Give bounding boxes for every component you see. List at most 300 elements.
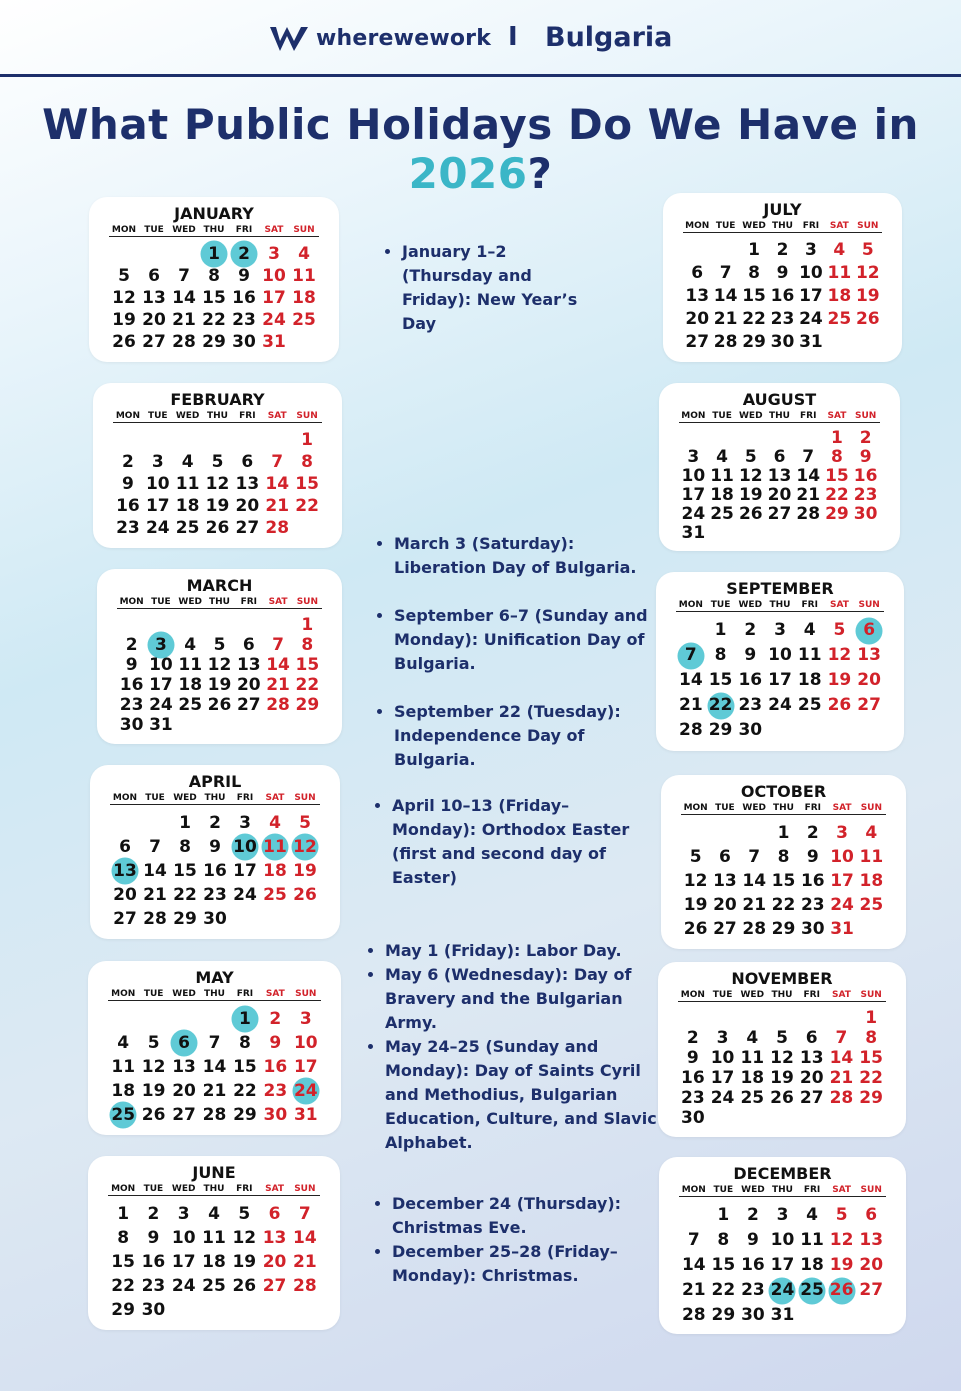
calendar-day: 22 [233,1081,257,1101]
weekday-label: SAT [832,1185,852,1195]
day-grid [109,243,319,353]
calendar-day: 25 [175,518,200,538]
weekday-label: SAT [265,793,285,803]
calendar-day: 6 [773,447,786,467]
weekday-label: THU [772,1185,793,1195]
calendar-day: 30 [681,1108,705,1128]
calendar-day: 7 [208,1033,221,1053]
calendar-day: 26 [141,1105,166,1125]
calendar-day: 4 [298,244,310,264]
calendar-day: 8 [301,452,313,472]
empty-cell [736,429,765,448]
calendar-day: 16 [800,871,825,891]
weekday-label: THU [203,225,225,235]
holiday-day: 6 [169,1031,199,1055]
calendar-day: 2 [859,428,872,448]
holiday-day: 1 [230,1007,260,1031]
calendar-day: 19 [738,485,763,505]
calendar-day: 22 [111,1276,135,1296]
day-grid [678,1008,886,1128]
weekday-label: TUE [143,989,164,999]
calendar-day: 24 [799,309,823,329]
calendar-day: 17 [768,670,792,690]
calendar-day: 28 [713,332,738,352]
weekday-label: SAT [267,411,287,421]
month-name: APRIL [188,772,242,791]
weekday-header [676,600,884,612]
calendar-day: 12 [738,466,763,486]
calendar-day: 11 [710,466,734,486]
calendar-day: 7 [687,1230,700,1250]
weekday-label: TUE [712,411,732,421]
calendar-day: 19 [770,1068,794,1088]
holiday-item: • December 24 (Thursday): Christmas Eve. [392,1192,635,1240]
calendar-day: 31 [262,332,286,352]
calendar-day: 30 [800,919,825,939]
weekday-label: SAT [829,221,849,231]
calendar-day: 2 [806,823,819,843]
weekday-label: THU [769,600,791,610]
calendar-day: 3 [836,823,848,843]
weekday-label: MON [111,225,137,235]
calendar-day: 10 [768,645,792,665]
weekday-label: FRI [802,221,820,231]
calendar-day: 24 [710,1088,735,1108]
calendar-day: 25 [859,895,884,915]
calendar-day: 10 [149,655,173,675]
calendar-day: 24 [145,518,170,538]
header-separator: I [508,22,518,52]
calendar-day: 13 [172,1057,196,1077]
weekday-label: MON [681,411,706,421]
calendar-day: 23 [232,310,256,330]
calendar-day: 5 [689,847,702,867]
calendar-day: 21 [681,1280,706,1300]
calendar-day: 17 [171,1252,196,1272]
month-name: SEPTEMBER [726,579,834,598]
calendar-day: 28 [172,332,196,352]
weekday-label: SUN [296,411,318,421]
month-name: FEBRUARY [170,390,265,409]
calendar-day: 20 [685,309,710,329]
calendar-day: 15 [295,474,319,494]
weekday-label: THU [204,989,225,999]
calendar-day: 25 [827,309,852,329]
holiday-day: 11 [260,835,290,859]
calendar-day: 20 [235,496,260,516]
weekday-header [678,990,886,1002]
empty-cell [109,243,139,265]
calendar-day: 16 [141,1252,166,1272]
calendar-day: 28 [742,919,767,939]
calendar-day: 18 [710,485,734,505]
calendar-day: 4 [865,823,878,843]
calendar-day: 2 [686,1028,699,1048]
calendar-day: 15 [742,286,766,306]
calendar-day: 9 [122,474,134,494]
calendar-day: 26 [827,695,852,715]
weekday-label: SAT [832,803,852,813]
weekday-label: SAT [831,990,851,1000]
calendar-day: 8 [179,837,191,857]
empty-cell [263,615,292,635]
empty-cell [232,429,262,451]
calendar-day: 20 [262,1252,287,1272]
calendar-day: 7 [272,635,284,655]
weekday-header [683,221,882,233]
calendar-day: 4 [181,452,194,472]
calendar-day: 27 [799,1088,824,1108]
empty-cell [708,429,737,448]
weekday-label: SUN [293,225,315,235]
calendar-day: 29 [295,695,320,715]
calendar-day: 31 [830,919,854,939]
calendar-day: 10 [830,847,854,867]
calendar-day: 19 [293,861,317,881]
weekday-label: FRI [799,411,817,421]
calendar-day: 12 [112,288,136,308]
holiday-day: 13 [110,859,140,883]
calendar-day: 23 [141,1276,166,1296]
calendar-day: 16 [681,1068,705,1088]
calendar-day: 18 [263,861,287,881]
weekday-label: WED [740,990,765,1000]
calendar-day: 4 [269,813,281,833]
calendar-day: 6 [865,1205,878,1225]
calendar-day: 13 [236,655,261,675]
calendar-day: 9 [806,847,819,867]
calendar-day: 2 [209,813,221,833]
calendar-day: 20 [172,1081,196,1101]
calendar-day: 15 [771,871,796,891]
holiday-day: 10 [230,835,260,859]
empty-cell [117,615,146,635]
calendar-day: 3 [177,1204,190,1224]
calendar-day: 31 [799,332,823,352]
weekday-label: WED [175,411,200,421]
calendar-day: 24 [149,695,173,715]
weekday-label: THU [773,803,794,813]
empty-cell [113,429,143,451]
weekday-label: FRI [804,803,821,813]
calendar-day: 21 [796,485,821,505]
calendar-day: 22 [173,885,197,905]
calendar-day: 1 [865,1008,878,1028]
weekday-label: WED [738,600,763,610]
calendar-day: 3 [774,620,786,640]
calendar-day: 18 [111,1081,136,1101]
calendar-day: 15 [711,1255,736,1275]
calendar-day: 7 [271,452,284,472]
calendar-day: 26 [293,885,317,905]
calendar-day: 26 [232,1276,257,1296]
weekday-label: MON [119,597,144,607]
weekday-label: FRI [803,1185,821,1195]
empty-cell [139,243,169,265]
calendar-day: 18 [800,1255,824,1275]
empty-cell [679,429,708,448]
calendar-day: 12 [855,263,880,283]
calendar-day: 29 [173,909,197,929]
empty-cell [827,1008,857,1028]
calendar-day: 1 [748,240,760,260]
calendar-day: 5 [238,1204,251,1224]
calendar-day: 2 [122,452,134,472]
weekday-label: MON [683,803,708,813]
empty-cell [681,821,710,845]
weekday-header [113,411,322,423]
calendar-day: 20 [857,670,881,690]
calendar-day: 16 [116,496,140,516]
calendar-day: 4 [803,620,816,640]
holiday-day: 24 [291,1079,321,1103]
calendar-day: 10 [681,466,706,486]
weekday-label: FRI [236,1184,253,1194]
calendar-day: 19 [205,496,230,516]
weekday-label: SUN [296,597,319,607]
weekday-label: FRI [235,225,253,235]
calendar-day: 6 [148,266,160,286]
weekday-label: THU [771,990,793,1000]
calendar-day: 20 [799,1068,824,1088]
calendar-day: 9 [269,1033,282,1053]
country-name: Bulgaria [545,22,673,53]
calendar-day: 27 [767,504,792,524]
weekday-label: FRI [236,989,254,999]
calendar-day: 14 [742,871,767,891]
calendar-day: 21 [713,309,738,329]
weekday-header [681,803,886,815]
calendar-day: 3 [687,447,700,467]
calendar-day: 29 [825,504,849,524]
calendar-day: 26 [738,504,763,524]
holiday-day: 24 [768,1278,798,1303]
calendar-day: 25 [263,885,287,905]
weekday-header [679,411,880,423]
empty-cell [678,1008,708,1028]
calendar-day: 17 [262,288,286,308]
calendar-day: 8 [117,1228,130,1248]
calendar-day: 22 [295,496,319,516]
empty-cell [765,429,794,448]
holiday-day: 7 [676,643,706,668]
calendar-day: 10 [799,263,823,283]
calendar-january [89,197,339,362]
calendar-day: 25 [292,310,316,330]
calendar-day: 27 [113,909,137,929]
calendar-day: 11 [740,1048,765,1068]
calendar-day: 22 [859,1068,883,1088]
calendar-day: 22 [295,675,320,695]
calendar-day: 28 [265,518,290,538]
calendar-february [93,383,342,548]
calendar-day: 25 [178,695,203,715]
holiday-day: 3 [146,635,175,655]
calendar-day: 14 [829,1048,854,1068]
holiday-item: • January 1–2 (Thursday and Friday): New Year’s Day [402,240,600,336]
weekday-label: MON [111,989,136,999]
weekday-label: MON [112,793,138,803]
month-name: JUNE [192,1163,236,1182]
calendar-day: 12 [770,1048,794,1068]
month-name: MAY [195,968,234,987]
empty-cell [176,615,205,635]
calendar-day: 1 [117,1204,130,1224]
calendar-day: 21 [679,695,703,715]
weekday-label: MON [678,600,703,610]
calendar-day: 6 [119,837,131,857]
calendar-day: 28 [266,695,290,715]
calendar-day: 31 [293,1105,318,1125]
calendar-day: 16 [203,861,227,881]
calendar-day: 15 [708,670,733,690]
calendar-day: 7 [298,1204,311,1224]
calendar-day: 28 [293,1276,317,1296]
calendar-day: 14 [172,288,196,308]
calendar-day: 4 [716,447,728,467]
empty-cell [767,1008,797,1028]
calendar-day: 2 [776,240,789,260]
weekday-label: SUN [294,1184,316,1194]
calendar-day: 9 [209,837,221,857]
month-name: MARCH [186,576,253,595]
holiday-day: 2 [229,243,259,265]
calendar-day: 9 [776,263,789,283]
empty-cell [143,429,173,451]
calendar-day: 2 [125,635,138,655]
calendar-day: 8 [208,266,220,286]
calendar-day: 27 [713,919,737,939]
calendar-day: 6 [242,635,255,655]
calendar-day: 23 [853,485,878,505]
calendar-day: 19 [141,1081,166,1101]
calendar-day: 31 [681,523,706,543]
calendar-day: 3 [716,1028,729,1048]
calendar-day: 24 [830,895,854,915]
weekday-label: SAT [265,1184,284,1194]
calendar-day: 15 [173,861,197,881]
holiday-notes-september-independence [372,700,660,772]
calendar-day: 28 [829,1088,854,1108]
calendar-day: 24 [262,310,286,330]
calendar-day: 11 [175,474,200,494]
calendar-day: 23 [738,695,763,715]
calendar-day: 21 [829,1068,854,1088]
calendar-day: 31 [770,1305,795,1325]
holiday-item: • April 10–13 (Friday–Monday): Orthodox Easter (first and second day of Easter) [392,794,640,890]
calendar-day: 25 [740,1088,765,1108]
calendar-day: 11 [859,847,884,867]
calendar-day: 16 [853,466,878,486]
calendar-day: 21 [742,895,767,915]
holiday-item: • May 1 (Friday): Labor Day. [385,939,658,963]
calendar-day: 10 [145,474,170,494]
calendar-day: 18 [827,286,852,306]
holiday-list [372,700,660,772]
calendar-day: 23 [263,1081,288,1101]
calendar-day: 17 [799,286,823,306]
weekday-label: FRI [240,597,257,607]
weekday-label: FRI [239,411,256,421]
calendar-day: 2 [744,620,757,640]
weekday-label: MON [685,221,710,231]
weekday-label: WED [742,803,766,813]
calendar-day: 9 [238,266,250,286]
calendar-day: 2 [147,1204,160,1224]
calendar-day: 27 [857,695,881,715]
calendar-day: 3 [151,452,164,472]
calendar-november [658,962,906,1137]
holiday-list [372,604,657,676]
weekday-label: TUE [710,600,731,610]
month-name: JANUARY [174,204,254,223]
calendar-day: 13 [262,1228,287,1248]
calendar-day: 16 [770,286,795,306]
day-grid [676,618,884,743]
calendar-day: 17 [293,1057,318,1077]
calendar-day: 31 [149,715,173,735]
weekday-label: WED [173,793,197,803]
calendar-day: 11 [800,1230,824,1250]
calendar-day: 14 [202,1057,227,1077]
calendar-day: 9 [125,655,138,675]
holiday-item: • September 6–7 (Sunday and Monday): Unification Day of Bulgaria. [394,604,657,676]
calendar-day: 22 [742,309,766,329]
calendar-day: 15 [233,1057,257,1077]
weekday-label: SUN [857,221,879,231]
weekday-label: FRI [801,600,818,610]
calendar-day: 22 [202,310,226,330]
calendar-day: 5 [744,447,757,467]
calendar-day: 8 [831,447,843,467]
calendar-day: 21 [202,1081,227,1101]
holiday-day: 25 [797,1278,827,1303]
calendar-day: 28 [679,720,703,740]
calendar-day: 22 [825,485,849,505]
day-grid [679,429,880,543]
calendar-day: 25 [710,504,734,524]
calendar-day: 2 [747,1205,759,1225]
calendar-day: 9 [147,1228,160,1248]
calendar-day: 22 [711,1280,736,1300]
holiday-notes-may [363,939,658,1155]
holiday-list [370,794,640,890]
holiday-day: 12 [290,835,320,859]
calendar-day: 10 [770,1230,795,1250]
calendar-june [88,1156,340,1330]
weekday-label: SAT [829,600,849,610]
day-grid [108,1007,321,1127]
calendar-day: 17 [710,1068,735,1088]
weekday-label: SUN [295,989,317,999]
calendar-day: 30 [741,1305,765,1325]
calendar-day: 5 [835,1205,848,1225]
empty-cell [679,1203,709,1228]
holiday-item: • May 6 (Wednesday): Day of Bravery and the Bulgarian Army. [385,963,658,1035]
calendar-day: 26 [207,695,232,715]
calendar-day: 29 [711,1305,736,1325]
calendar-day: 21 [143,885,167,905]
calendar-day: 8 [239,1033,251,1053]
calendar-day: 10 [171,1228,196,1248]
empty-cell [199,1007,229,1031]
empty-cell [173,429,203,451]
weekday-label: SAT [268,597,288,607]
empty-cell [794,429,823,448]
empty-cell [740,821,769,845]
title-year: 2026 [408,149,528,198]
calendar-day: 6 [719,847,731,867]
